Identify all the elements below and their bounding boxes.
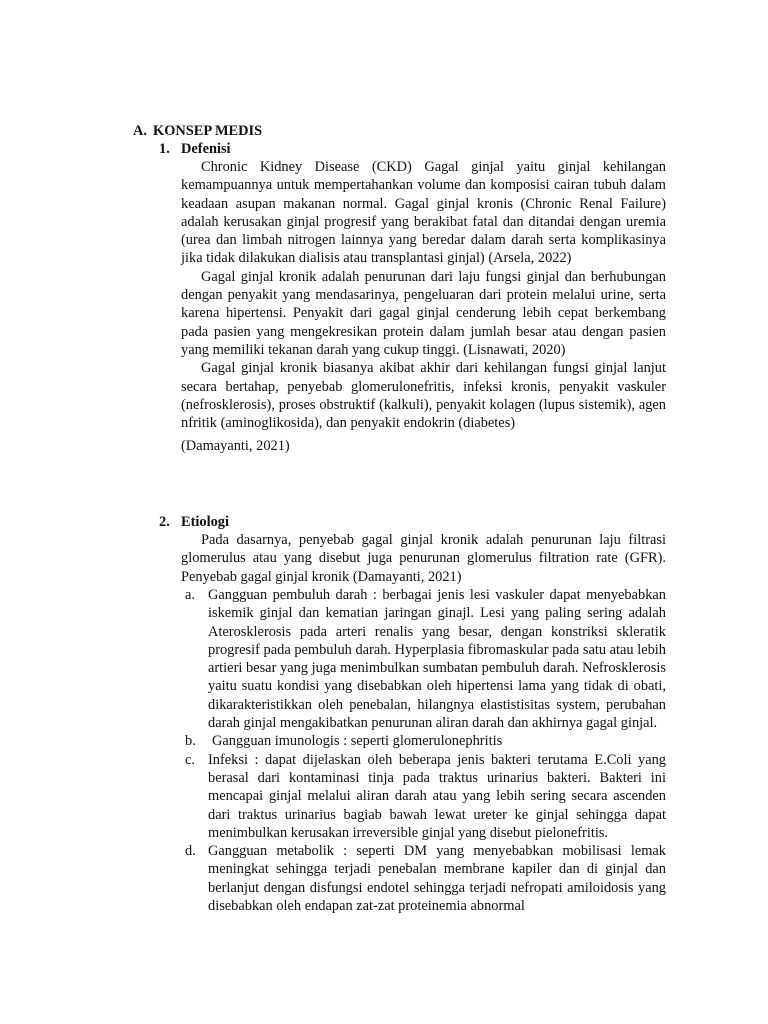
paragraph: Chronic Kidney Disease (CKD) Gagal ginjal yaitu ginjal kehilangan kemampuannya untuk mempertahankan volume dan komposisi cairan tubuh dalam keadaan asupan makanan normal. Gagal ginjal kronis (Chronic Renal Failure) adalah kerusakan ginjal progresif yang berakibat fatal dan ditandai dengan uremia (urea dan limbah nitrogen lainnya yang beredar dalam darah serta komplikasinya jika tidak dilakukan dialisis atau transplantasi ginjal) (Arsela, 2022) bbox=[181, 159, 666, 267]
section-marker: A. bbox=[133, 123, 147, 139]
list-item bbox=[181, 586, 666, 732]
definisi-body bbox=[181, 158, 666, 456]
list-letter: c. bbox=[185, 751, 195, 768]
subsection-marker: 1. bbox=[159, 141, 170, 157]
subsection-title: Defenisi bbox=[181, 141, 231, 157]
etiologi-intro bbox=[181, 531, 666, 586]
paragraph: Pada dasarnya, penyebab gagal ginjal kronik adalah penurunan laju filtrasi glomerulus atau yang disebut juga penurunan glomerulus filtration rate (GFR). Penyebab gagal ginjal kronik (Damayanti, 2021) bbox=[181, 532, 666, 585]
list-item-text: Infeksi : dapat dijelaskan oleh beberapa jenis bakteri terutama E.Coli yang berasal dari kontaminasi tinja pada traktus urinarius bakteri. Bakteri ini mencapai ginjal melalui aliran darah atau yang lebih sering secara ascenden dari traktus urinarius bagiab bawah lewat ureter ke ginjal sehingga dapat menimbulkan kerusakan irreversible ginjal yang disebut pielonefritis. bbox=[208, 751, 666, 841]
paragraph: Gagal ginjal kronik adalah penurunan dari laju fungsi ginjal dan berhubungan dengan penyakit yang mendasarinya, pengeluaran dari protein melalui urine, serta karena hipertensi. Penyakit dari gagal ginjal cenderung lebih cepat berkembang pada pasien yang mengekresikan protein dalam jumlah besar atau dengan pasien yang memiliki tekanan darah yang cukup tinggi. (Lisnawati, 2020) bbox=[181, 268, 666, 358]
subsection-title: Etiologi bbox=[181, 514, 229, 530]
subsection-heading-etiologi bbox=[159, 513, 229, 531]
subsection-marker: 2. bbox=[159, 514, 170, 530]
list-item-text: Gangguan metabolik : seperti DM yang menyebabkan mobilisasi lemak meningkat sehingga terjadi penebalan membrane kapiler dan di ginjal dan berlanjut dengan disfungsi endotel sehingga terjadi nefropati amiloidosis yang disebabkan oleh endapan zat-zat proteinemia abnormal bbox=[208, 843, 666, 915]
section-title: KONSEP MEDIS bbox=[153, 123, 263, 139]
list-item bbox=[181, 842, 666, 915]
section-heading bbox=[133, 122, 262, 140]
list-item-text: Gangguan pembuluh darah : berbagai jenis lesi vaskuler dapat menyebabkan iskemik ginjal dan kematian jaringan ginajl. Lesi yang paling sering adalah Aterosklerosis pada arteri renalis yang besar, dengan konstriksi skleratik progresif pada pembuluh darah. Hyperplasia fibromaskular pada satu atau lebih artieri besar yang juga menimbulkan sumbatan pembuluh darah. Nefrosklerosis yaitu suatu kondisi yang disebabkan oleh hipertensi lama yang tidak di obati, dikarakteristikkan oleh penebalan, hilangnya elastistisitas system, perubahan darah ginjal mengakibatkan penurunan aliran darah dan akhirnya gagal ginjal. bbox=[208, 587, 666, 732]
list-item bbox=[181, 751, 666, 842]
paragraph: Gagal ginjal kronik biasanya akibat akhir dari kehilangan fungsi ginjal lanjut secara bertahap, penyebab glomerulonefritis, infeksi kronis, penyakit vaskuler (nefrosklerosis), proses obstruktif (kalkuli), penyakit kolagen (lupus sistemik), agen nfritik (aminoglikosida), dan penyakit endokrin (diabetes) bbox=[181, 360, 666, 432]
list-letter: a. bbox=[185, 587, 195, 603]
list-letter: d. bbox=[185, 843, 196, 860]
citation: (Damayanti, 2021) bbox=[181, 438, 290, 455]
list-item-text: Gangguan imunologis : seperti glomerulonephritis bbox=[212, 733, 503, 750]
list-item bbox=[181, 732, 666, 750]
list-letter: b. bbox=[185, 733, 196, 750]
subsection-heading-definisi bbox=[159, 140, 231, 158]
etiologi-list bbox=[181, 586, 666, 915]
